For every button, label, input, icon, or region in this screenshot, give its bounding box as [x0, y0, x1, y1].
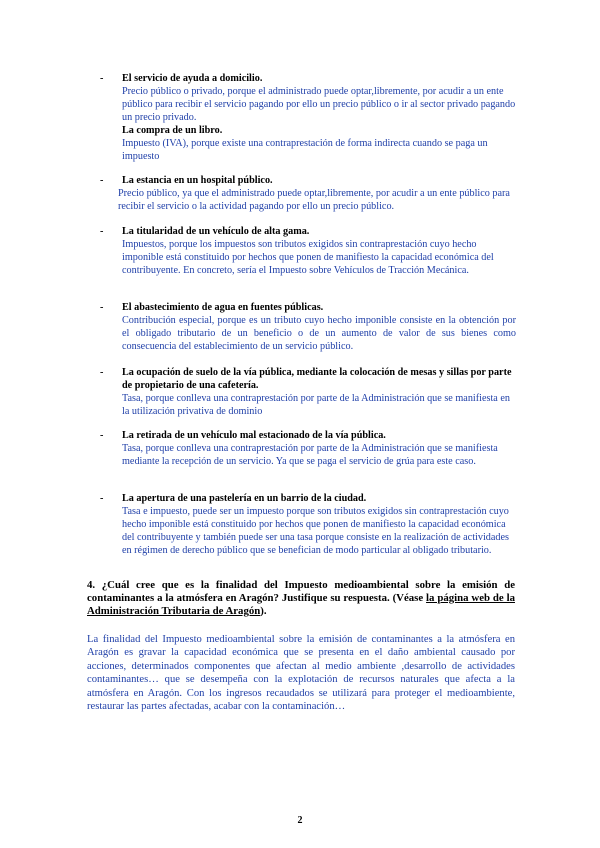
- question-4-answer: La finalidad del Impuesto medioambiental sobre la emisión de contaminantes a la atmósfera en Aragón es gravar la capacidad económica que se presenta en el daño ambiental causado por acciones, determinados componentes que afectan al medio ambiente ,desarrollo de actividades contaminantes… que se desempeña con la explotación de recursos naturales que afecta a la atmósfera en Aragón. Con los ingresos recaudados se utilizará para proteger el medioambiente, restaurar las partes afectadas, acabar con la contaminación…: [87, 634, 515, 713]
- item-answer: Tasa, porque conlleva una contraprestación por parte de la Administración que se manifiesta en la utilización privativa de dominio: [122, 393, 510, 417]
- item-heading: El servicio de ayuda a domicilio.: [122, 73, 263, 84]
- item-subanswer: Impuesto (IVA), porque existe una contraprestación de forma indirecta cuando se paga un impuesto: [122, 138, 488, 162]
- bullet-dash: -: [100, 175, 104, 186]
- item-heading: La retirada de un vehículo mal estacionado de la vía pública.: [122, 430, 386, 441]
- bullet-dash: -: [100, 493, 104, 504]
- list-item: [100, 225, 516, 277]
- list-item: [100, 72, 516, 163]
- item-heading: El abastecimiento de agua en fuentes públicas.: [122, 302, 324, 313]
- list-item: [100, 301, 516, 353]
- item-heading: La apertura de una pastelería en un barrio de la ciudad.: [122, 493, 367, 504]
- item-answer: Tasa, porque conlleva una contraprestación por parte de la Administración que se manifiesta mediante la recepción de un servicio. Ya que se paga el servicio de grúa para este caso.: [122, 443, 498, 467]
- question-text: 4. ¿Cuál cree que es la finalidad del Impuesto medioambiental sobre la emisión de contaminantes a la atmósfera en Aragón? Justifique su respuesta. (Véase: [87, 579, 515, 604]
- item-heading: La estancia en un hospital público.: [122, 175, 273, 186]
- question-4: [87, 579, 515, 618]
- bullet-dash: -: [100, 430, 104, 441]
- question-suffix: ).: [260, 605, 267, 617]
- item-subheading: La compra de un libro.: [122, 125, 223, 136]
- administration-link[interactable]: la página web de la Administración Tributaria de Aragón: [87, 592, 515, 617]
- item-heading: La titularidad de un vehículo de alta gama.: [122, 226, 310, 237]
- bullet-dash: -: [100, 226, 104, 237]
- list-item: [100, 492, 516, 557]
- list-item: [100, 429, 516, 468]
- item-answer: Precio público, ya que el administrado puede optar,libremente, por acudir a un ente público para recibir el servicio o la actividad pagando por ello un precio público.: [118, 188, 510, 212]
- bullet-dash: -: [100, 73, 104, 84]
- list-item: [100, 366, 516, 418]
- bullet-dash: -: [100, 302, 104, 313]
- item-answer: Precio público o privado, porque el administrado puede optar,libremente, por acudir a un ente público para recibir el servicio pagando por ello un precio público o ir al sector privado pagando un precio privado.: [122, 86, 516, 123]
- bullet-dash: -: [100, 367, 104, 378]
- item-answer: Impuestos, porque los impuestos son tributos exigidos sin contraprestación cuyo hecho imponible está constituido por hechos que ponen de manifiesto la capacidad económica del contribuyente. En concreto, sería el Impuesto sobre Vehículos de Tracción Mecánica.: [122, 239, 494, 276]
- item-answer: Contribución especial, porque es un tributo cuyo hecho imponible consiste en la obtención por el obligado tributario de un beneficio o de un aumento de valor de sus bienes como consecuencia del establecimiento de un servicio público.: [122, 315, 516, 352]
- page-number: 2: [297, 815, 303, 826]
- item-heading: La ocupación de suelo de la vía pública, mediante la colocación de mesas y sillas por parte de propietario de una cafetería.: [122, 367, 512, 391]
- list-item: [100, 174, 516, 213]
- item-answer: Tasa e impuesto, puede ser un impuesto porque son tributos exigidos sin contraprestación cuyo hecho imponible está constituido por hechos que ponen de manifiesto la capacidad económica del contribuyente y también puede ser una tasa porque consiste en la realización de actividades en régimen de derecho público que se benefician de modo particular al obligado tributario.: [122, 506, 509, 556]
